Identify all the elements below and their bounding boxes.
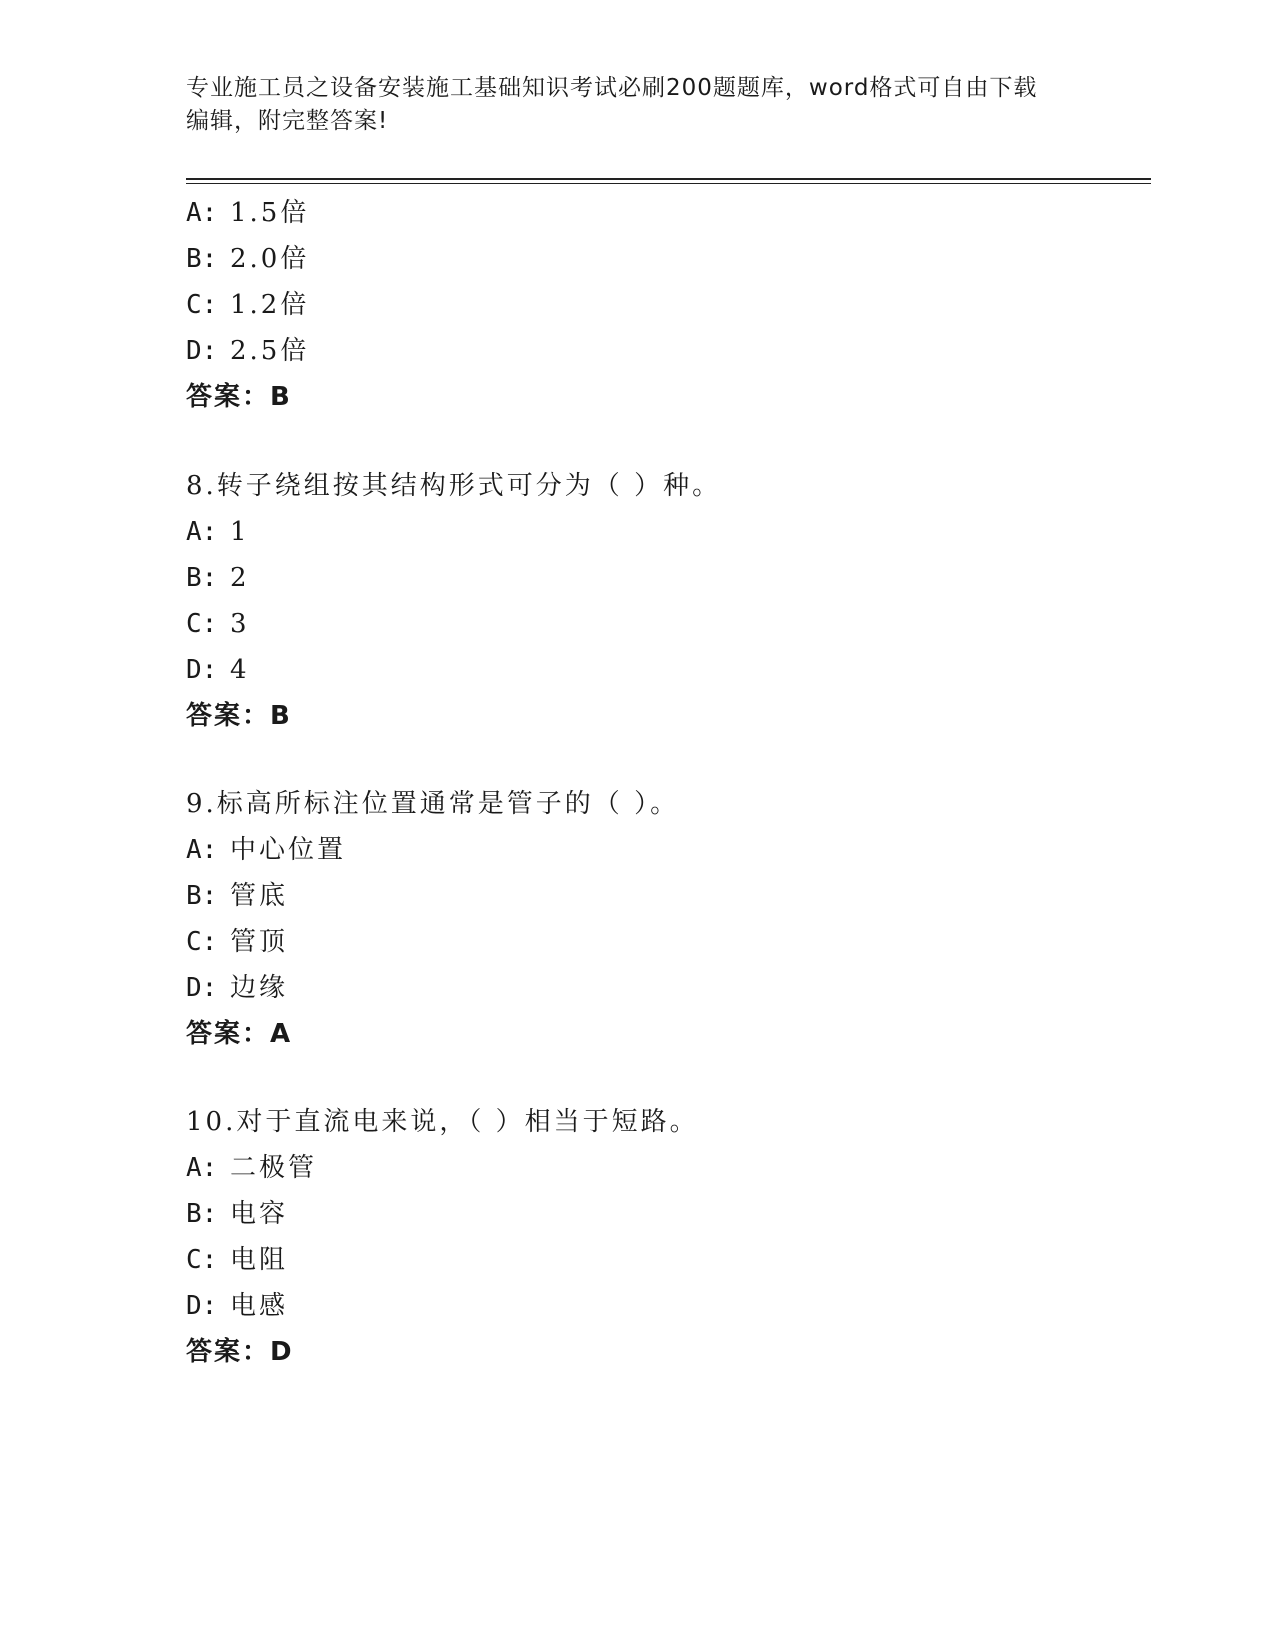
option-label: A: <box>186 835 218 865</box>
question-9-block <box>186 781 1086 1057</box>
option-label: C: <box>186 927 218 957</box>
question-10-block <box>186 1099 1086 1375</box>
option-c <box>186 601 1086 647</box>
answer-label: 答案： <box>186 382 271 412</box>
answer-label: 答案： <box>186 1337 271 1367</box>
answer-line <box>186 1329 1086 1375</box>
answer-value: D <box>270 1337 294 1367</box>
question-text: 10.对于直流电来说，（ ）相当于短路。 <box>186 1107 699 1137</box>
option-b <box>186 1191 1086 1237</box>
option-d <box>186 965 1086 1011</box>
option-text: 2.0倍 <box>230 244 310 274</box>
option-text: 3 <box>230 609 250 639</box>
option-text: 边缘 <box>230 973 289 1003</box>
option-d <box>186 1283 1086 1329</box>
answer-value: B <box>270 701 292 731</box>
option-text: 2.5倍 <box>230 336 310 366</box>
header-divider-thick <box>186 178 1151 180</box>
option-label: B: <box>186 563 218 593</box>
option-label: B: <box>186 244 218 274</box>
option-text: 1.5倍 <box>230 198 310 228</box>
option-b <box>186 236 1086 282</box>
answer-line <box>186 374 1086 420</box>
option-b <box>186 873 1086 919</box>
header-divider-thin <box>186 183 1151 184</box>
answer-line <box>186 693 1086 739</box>
option-text: 4 <box>230 655 250 685</box>
option-label: C: <box>186 609 218 639</box>
option-b <box>186 555 1086 601</box>
option-a <box>186 509 1086 555</box>
option-label: D: <box>186 655 218 685</box>
question-7-block <box>186 190 1086 420</box>
option-text: 1 <box>230 517 250 547</box>
question-8-block <box>186 463 1086 739</box>
answer-label: 答案： <box>186 1019 271 1049</box>
option-text: 2 <box>230 563 250 593</box>
question-text: 8.转子绕组按其结构形式可分为（ ）种。 <box>186 471 722 501</box>
option-d <box>186 647 1086 693</box>
option-c <box>186 1237 1086 1283</box>
option-d <box>186 328 1086 374</box>
option-label: B: <box>186 1199 218 1229</box>
option-label: C: <box>186 1245 218 1275</box>
option-label: A: <box>186 198 218 228</box>
option-text: 电容 <box>230 1199 289 1229</box>
question-text: 9.标高所标注位置通常是管子的（ ）。 <box>186 789 680 819</box>
option-c <box>186 919 1086 965</box>
option-label: A: <box>186 517 218 547</box>
header-title-line-1: 专业施工员之设备安装施工基础知识考试必刷200题题库，word格式可自由下载 <box>186 75 1038 101</box>
option-label: D: <box>186 336 218 366</box>
option-a <box>186 190 1086 236</box>
option-text: 管顶 <box>230 927 289 957</box>
option-text: 1.2倍 <box>230 290 310 320</box>
option-text: 中心位置 <box>230 835 347 865</box>
answer-value: A <box>270 1019 293 1049</box>
option-label: D: <box>186 973 218 1003</box>
option-label: B: <box>186 881 218 911</box>
answer-label: 答案： <box>186 701 271 731</box>
option-label: D: <box>186 1291 218 1321</box>
option-text: 管底 <box>230 881 289 911</box>
option-a <box>186 827 1086 873</box>
option-text: 二极管 <box>230 1153 318 1183</box>
option-a <box>186 1145 1086 1191</box>
option-label: C: <box>186 290 218 320</box>
option-label: A: <box>186 1153 218 1183</box>
answer-line <box>186 1011 1086 1057</box>
header-title-line-2: 编辑，附完整答案! <box>186 108 389 134</box>
document-header <box>186 72 1076 138</box>
option-c <box>186 282 1086 328</box>
option-text: 电感 <box>230 1291 289 1321</box>
answer-value: B <box>270 382 292 412</box>
option-text: 电阻 <box>230 1245 289 1275</box>
